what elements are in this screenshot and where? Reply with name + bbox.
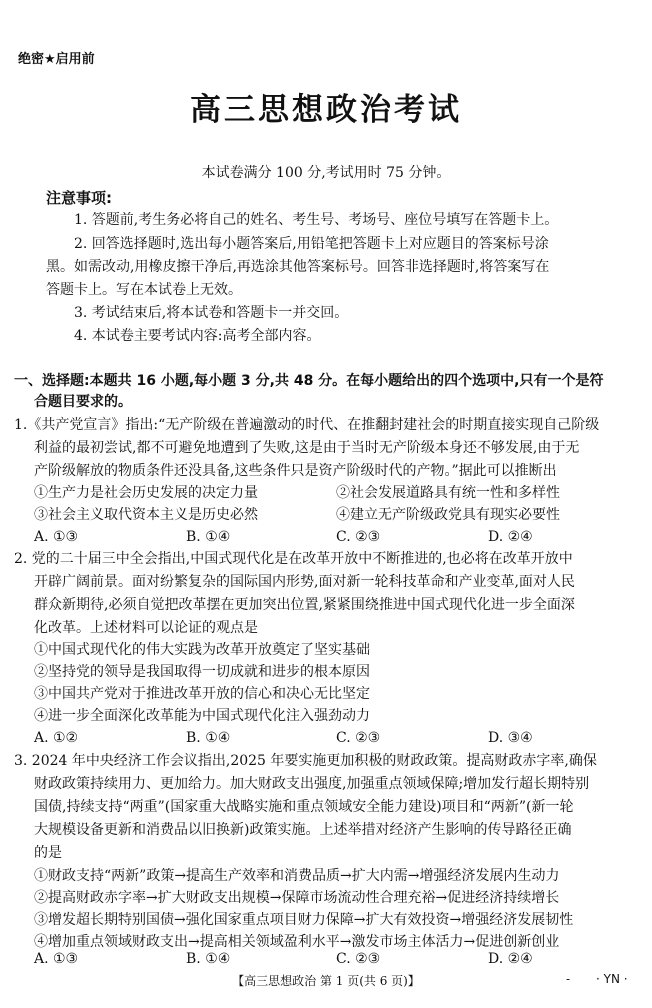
- question-1-stem: 产阶级解放的物质条件还没具备,这些条件只是资产阶级时代的产物。”据此可以推断出: [34, 463, 557, 479]
- question-3-choice-c[interactable]: C. ②③: [336, 951, 381, 967]
- notice-line: 3. 考试结束后,将本试卷和答题卡一并交回。: [74, 305, 349, 321]
- question-1-stem: 1.《共产党宣言》指出:“无产阶级在普遍激动的时代、在推翻封建社会的时期直接实现自己阶级: [14, 417, 600, 433]
- notice-line: 1. 答题前,考生务必将自己的姓名、考生号、考场号、座位号填写在答题卡上。: [74, 212, 559, 228]
- question-2-choice-c[interactable]: C. ②③: [336, 730, 381, 746]
- question-2-statement: ④进一步全面深化改革能为中国式现代化注入强劲动力: [34, 708, 370, 724]
- notice-line: 黑。如需改动,用橡皮擦干净后,再选涂其他答案标号。回答非选择题时,将答案写在: [46, 259, 550, 275]
- question-1-choice-a[interactable]: A. ①③: [34, 529, 79, 545]
- question-2-statement: ①中国式现代化的伟大实践为改革开放奠定了坚实基础: [34, 642, 370, 658]
- footer-code: · YN ·: [596, 972, 628, 986]
- question-3-statement: ④增加重点领域财政支出→提高相关领域盈利水平→激发市场主体活力→促进创新创业: [34, 934, 560, 950]
- question-3-stem: 3. 2024 年中央经济工作会议指出,2025 年要实施更加积极的财政政策。提高财政赤字率,确保: [14, 753, 597, 769]
- question-3-choice-b[interactable]: B. ①④: [186, 951, 231, 967]
- section-heading: 一、选择题:本题共 16 小题,每小题 3 分,共 48 分。在每小题给出的四个选项中,只有一个是符: [14, 373, 604, 389]
- question-2-stem: 开辟广阔前景。面对纷繁复杂的国际国内形势,面对新一轮科技革命和产业变革,面对人民: [34, 574, 575, 590]
- question-1-choice-b[interactable]: B. ①④: [186, 529, 231, 545]
- question-3-statement: ②提高财政赤字率→扩大财政支出规模→保障市场流动性合理充裕→促进经济持续增长: [34, 890, 560, 906]
- section-heading: 合题目要求的。: [34, 394, 132, 410]
- notice-line: 4. 本试卷主要考试内容:高考全部内容。: [74, 328, 321, 344]
- question-3-statement: ③增发超长期特别国债→强化国家重点项目财力保障→扩大有效投资→增强经济发展韧性: [34, 912, 574, 928]
- question-1-statement: ②社会发展道路具有统一性和多样性: [336, 485, 560, 501]
- page-footer: 【高三思想政治 第 1 页(共 6 页)】: [232, 974, 420, 988]
- question-1-choice-d[interactable]: D. ②④: [488, 529, 533, 545]
- footer-dash: -: [566, 972, 571, 986]
- question-3-statement: ①财政支持“两新”政策→提高生产效率和消费品质→扩大内需→增强经济发展内生动力: [34, 868, 560, 884]
- notice-heading: 注意事项:: [46, 189, 112, 207]
- question-3-stem: 财政政策持续用力、更加给力。加大财政支出强度,加强重点领域保障;增加发行超长期特别: [34, 776, 590, 792]
- question-1-statement: ①生产力是社会历史发展的决定力量: [34, 485, 258, 501]
- question-2-stem: 2. 党的二十届三中全会指出,中国式现代化是在改革开放中不断推进的,也必将在改革开放中: [14, 551, 573, 567]
- question-3-stem: 大规模设备更新和消费品以旧换新)政策实施。上述举措对经济产生影响的传导路径正确: [34, 822, 572, 838]
- notice-line: 2. 回答选择题时,选出每小题答案后,用铅笔把答题卡上对应题目的答案标号涂: [74, 236, 549, 252]
- question-2-choice-a[interactable]: A. ①②: [34, 730, 79, 746]
- question-2-statement: ③中国共产党对于推进改革开放的信心和决心无比坚定: [34, 686, 370, 702]
- exam-info: 本试卷满分 100 分,考试用时 75 分钟。: [201, 165, 451, 181]
- question-1-choice-c[interactable]: C. ②③: [336, 529, 381, 545]
- question-3-choice-a[interactable]: A. ①③: [34, 951, 79, 967]
- question-2-statement: ②坚持党的领导是我国取得一切成就和进步的根本原因: [34, 664, 370, 680]
- question-3-stem: 国债,持续支持“两重”(国家重大战略实施和重点领域安全能力建设)项目和“两新”(新一轮: [34, 799, 574, 815]
- confidential-label: 绝密★启用前: [18, 52, 95, 67]
- question-1-statement: ③社会主义取代资本主义是历史必然: [34, 507, 258, 523]
- question-2-choice-b[interactable]: B. ①④: [186, 730, 231, 746]
- notice-line: 答题卡上。写在本试卷上无效。: [46, 282, 242, 298]
- question-3-stem: 的是: [34, 845, 62, 861]
- question-2-stem: 群众新期待,必须自觉把改革摆在更加突出位置,紧紧围绕推进中国式现代化进一步全面深: [34, 597, 575, 613]
- question-1-stem: 利益的最初尝试,都不可避免地遭到了失败,这是由于当时无产阶级本身还不够发展,由于无: [34, 440, 580, 456]
- question-2-stem: 化改革。上述材料可以论证的观点是: [34, 620, 258, 636]
- question-3-choice-d[interactable]: D. ②④: [488, 951, 533, 967]
- question-2-choice-d[interactable]: D. ③④: [488, 730, 533, 746]
- question-1-statement: ④建立无产阶级政党具有现实必要性: [336, 507, 560, 523]
- exam-title: 高三思想政治考试: [190, 92, 462, 128]
